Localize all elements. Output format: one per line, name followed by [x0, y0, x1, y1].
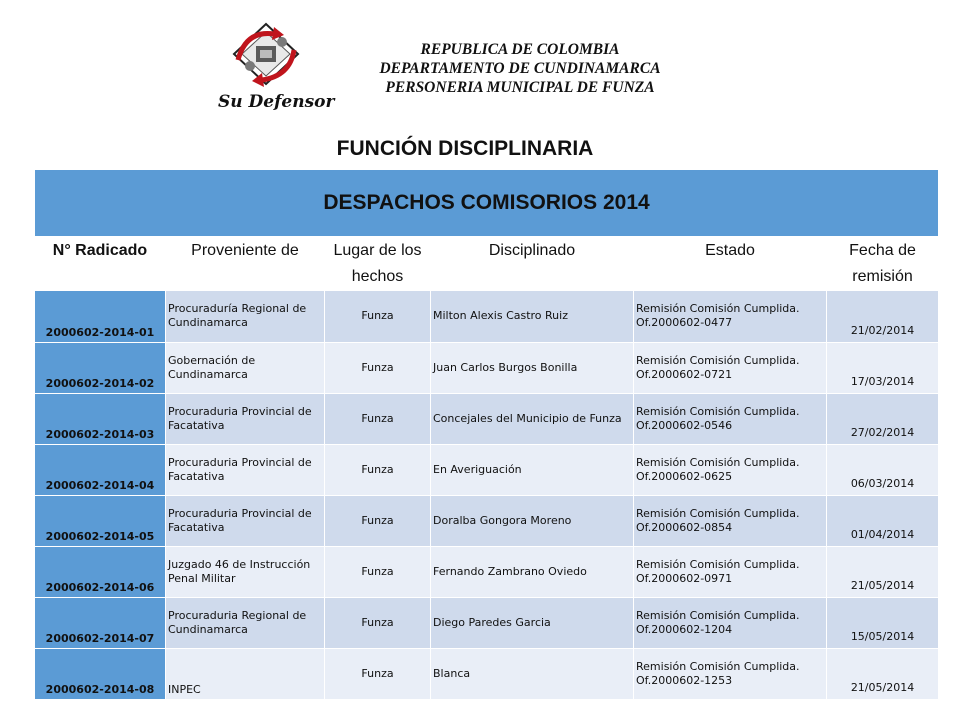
cell-lugar: Funza	[325, 444, 431, 495]
cell-estado: Remisión Comisión Cumplida. Of.2000602-0477	[634, 291, 827, 342]
table-row	[35, 393, 939, 444]
cell-lugar: Funza	[325, 495, 431, 546]
header-office: PERSONERIA MUNICIPAL DE FUNZA	[385, 79, 655, 96]
cell-proveniente: Procuraduria Regional de Cundinamarca	[166, 597, 325, 648]
cell-disciplinado: Doralba Gongora Moreno	[431, 495, 634, 546]
cell-fecha: 15/05/2014	[827, 597, 939, 648]
cell-radicado: 2000602-2014-07	[35, 597, 166, 648]
cell-fecha: 21/05/2014	[827, 546, 939, 597]
header-estado: Estado	[634, 236, 827, 291]
cell-disciplinado: Concejales del Municipio de Funza	[431, 393, 634, 444]
cell-proveniente: Gobernación de Cundinamarca	[166, 342, 325, 393]
logo-tagline: Su Defensor	[218, 92, 335, 112]
cell-proveniente: Procuraduria Provincial de Facatativa	[166, 444, 325, 495]
cell-estado: Remisión Comisión Cumplida. Of.2000602-1253	[634, 648, 827, 699]
cell-estado: Remisión Comisión Cumplida. Of.2000602-0721	[634, 342, 827, 393]
cell-disciplinado: Blanca	[431, 648, 634, 699]
cell-fecha: 17/03/2014	[827, 342, 939, 393]
cell-disciplinado: Diego Paredes Garcia	[431, 597, 634, 648]
cell-fecha: 27/02/2014	[827, 393, 939, 444]
cell-radicado: 2000602-2014-08	[35, 648, 166, 699]
header-radicado: N° Radicado	[35, 236, 166, 291]
institution-header	[340, 40, 700, 97]
table-row	[35, 444, 939, 495]
cell-lugar: Funza	[325, 291, 431, 342]
cell-radicado: 2000602-2014-05	[35, 495, 166, 546]
cell-radicado: 2000602-2014-06	[35, 546, 166, 597]
table-row	[35, 648, 939, 699]
table-row	[35, 546, 939, 597]
header-disciplinado: Disciplinado	[431, 236, 634, 291]
cell-radicado: 2000602-2014-04	[35, 444, 166, 495]
header-department: DEPARTAMENTO DE CUNDINAMARCA	[379, 60, 661, 77]
cell-lugar: Funza	[325, 393, 431, 444]
cell-estado: Remisión Comisión Cumplida. Of.2000602-0625	[634, 444, 827, 495]
cell-proveniente: Juzgado 46 de Instrucción Penal Militar	[166, 546, 325, 597]
cell-fecha: 21/05/2014	[827, 648, 939, 699]
header-country: REPUBLICA DE COLOMBIA	[420, 41, 620, 58]
table-row	[35, 342, 939, 393]
cell-fecha: 01/04/2014	[827, 495, 939, 546]
table-header-row	[35, 236, 939, 291]
cell-estado: Remisión Comisión Cumplida. Of.2000602-0854	[634, 495, 827, 546]
cell-estado: Remisión Comisión Cumplida. Of.2000602-0971	[634, 546, 827, 597]
cell-disciplinado: Fernando Zambrano Oviedo	[431, 546, 634, 597]
table-banner-row	[35, 170, 939, 236]
personeria-logo	[216, 20, 335, 120]
header-lugar: Lugar de los hechos	[325, 236, 431, 291]
cell-proveniente: Procuraduría Regional de Cundinamarca	[166, 291, 325, 342]
section-title: FUNCIÓN DISCIPLINARIA	[336, 137, 594, 160]
cell-fecha: 06/03/2014	[827, 444, 939, 495]
cell-radicado: 2000602-2014-01	[35, 291, 166, 342]
header-proveniente: Proveniente de	[166, 236, 325, 291]
cell-disciplinado: Juan Carlos Burgos Bonilla	[431, 342, 634, 393]
table-row	[35, 291, 939, 342]
table-title: DESPACHOS COMISORIOS 2014	[35, 170, 939, 236]
despachos-table	[34, 170, 939, 700]
cell-estado: Remisión Comisión Cumplida. Of.2000602-0546	[634, 393, 827, 444]
cell-disciplinado: En Averiguación	[431, 444, 634, 495]
cell-radicado: 2000602-2014-02	[35, 342, 166, 393]
table-row	[35, 495, 939, 546]
cell-lugar: Funza	[325, 342, 431, 393]
cell-lugar: Funza	[325, 546, 431, 597]
cell-proveniente: INPEC	[166, 648, 325, 699]
cell-lugar: Funza	[325, 597, 431, 648]
table-row	[35, 597, 939, 648]
cell-proveniente: Procuraduria Provincial de Facatativa	[166, 393, 325, 444]
cell-lugar: Funza	[325, 648, 431, 699]
cell-proveniente: Procuraduria Provincial de Facatativa	[166, 495, 325, 546]
header-fecha: Fecha de remisión	[827, 236, 939, 291]
cell-fecha: 21/02/2014	[827, 291, 939, 342]
cell-disciplinado: Milton Alexis Castro Ruiz	[431, 291, 634, 342]
cell-estado: Remisión Comisión Cumplida. Of.2000602-1204	[634, 597, 827, 648]
cell-radicado: 2000602-2014-03	[35, 393, 166, 444]
